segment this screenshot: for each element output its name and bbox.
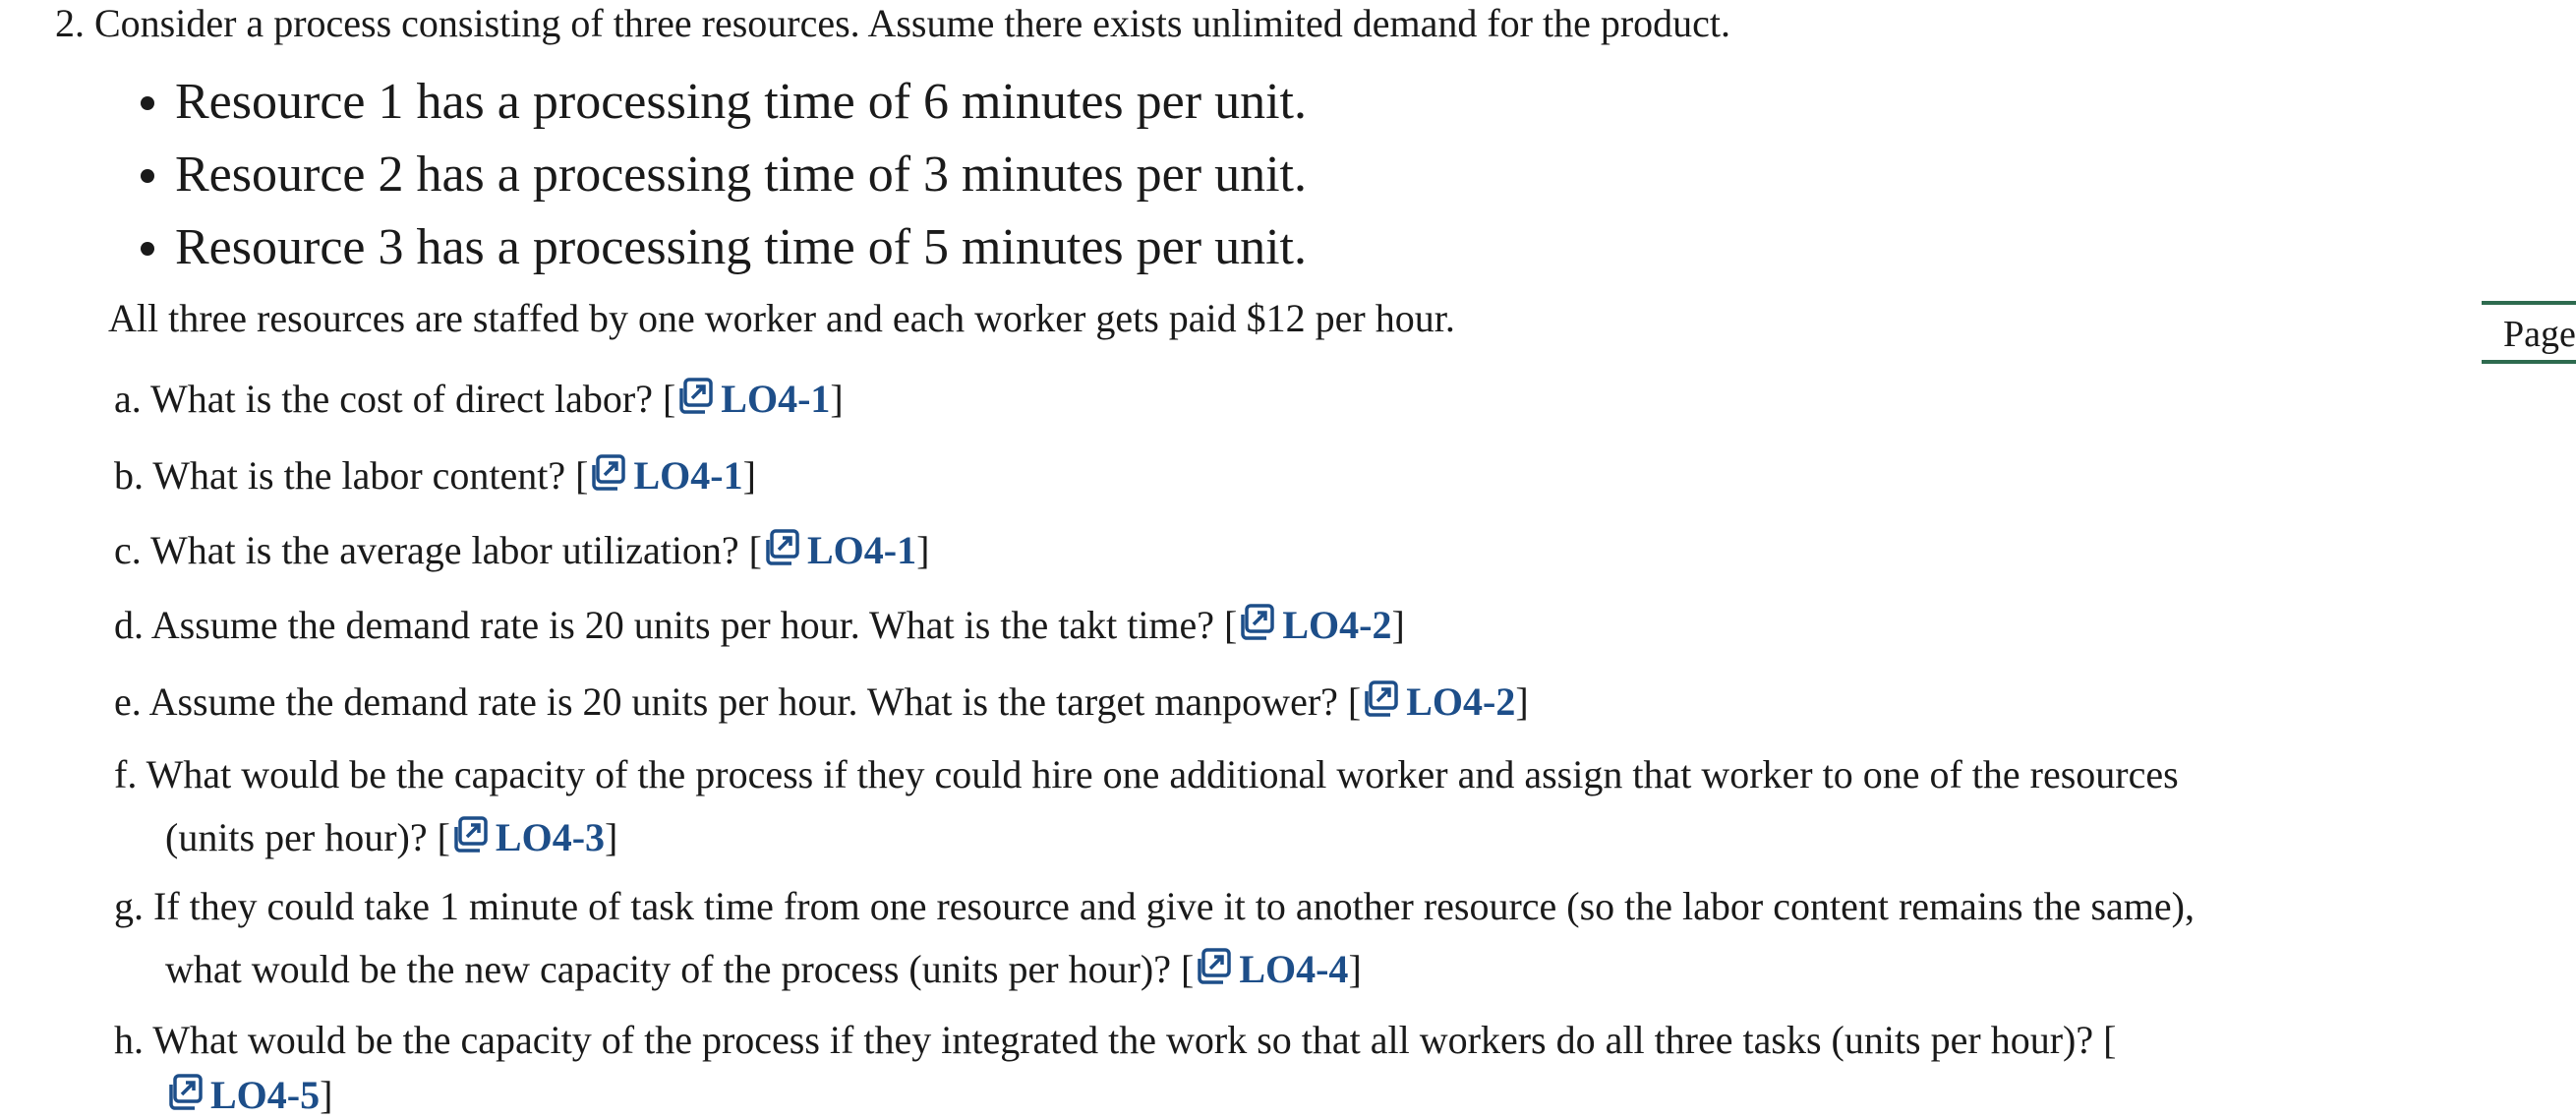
bracket-close: ] xyxy=(742,453,756,498)
external-link-icon xyxy=(450,815,490,854)
page-marker xyxy=(2482,301,2576,364)
bracket-close: ] xyxy=(605,815,618,859)
question-c xyxy=(114,527,929,574)
lo-link-g[interactable] xyxy=(1194,947,1348,991)
lo-link-label: LO4-5 xyxy=(210,1073,321,1117)
question-text: What would be the capacity of the process if they integrated the work so that all workers do all three tasks (units per hour)? [ xyxy=(152,1018,2117,1062)
question-text: What is the labor content? [ xyxy=(152,453,589,498)
lo-link-label: LO4-1 xyxy=(721,377,831,421)
external-link-icon xyxy=(165,1073,205,1112)
bracket-close: ] xyxy=(320,1073,333,1117)
external-link-icon xyxy=(675,377,715,416)
question-e xyxy=(114,678,1529,726)
bracket-close: ] xyxy=(830,377,844,421)
question-letter: g. xyxy=(114,884,144,928)
bullet-dot xyxy=(141,169,154,183)
question-text-continued: (units per hour)? [ xyxy=(165,815,450,859)
problem-number: 2. xyxy=(55,1,85,45)
bracket-close: ] xyxy=(1515,679,1529,724)
lo-link-a[interactable] xyxy=(675,377,830,421)
question-text: What is the average labor utilization? [ xyxy=(150,528,762,572)
question-g-continued xyxy=(165,946,1362,993)
question-text: What would be the capacity of the process if they could hire one additional worker and assign that worker to one of the resources xyxy=(146,752,2179,796)
question-letter: h. xyxy=(114,1018,144,1062)
bullet-dot xyxy=(141,96,154,110)
bracket-close: ] xyxy=(916,528,930,572)
external-link-icon xyxy=(1194,947,1233,986)
bracket-close: ] xyxy=(1348,947,1362,991)
question-text: If they could take 1 minute of task time from one resource and give it to another resource (so the labor content remains the same), xyxy=(153,884,2195,928)
question-g xyxy=(114,883,2195,930)
page-marker-label: Page xyxy=(2503,314,2576,355)
lo-link-d[interactable] xyxy=(1237,603,1391,647)
external-link-icon xyxy=(588,453,627,493)
bracket-close: ] xyxy=(1391,603,1405,647)
lo-link-h[interactable] xyxy=(165,1073,320,1117)
problem-intro-text: Consider a process consisting of three resources. Assume there exists unlimited demand for the product. xyxy=(94,1,1731,45)
question-letter: e. xyxy=(114,679,142,724)
question-b xyxy=(114,452,756,500)
problem-intro xyxy=(55,0,1730,47)
question-letter: b. xyxy=(114,453,144,498)
question-letter: c. xyxy=(114,528,142,572)
question-letter: d. xyxy=(114,603,144,647)
external-link-icon xyxy=(762,528,801,567)
bullet-dot xyxy=(141,242,154,256)
question-d xyxy=(114,602,1405,649)
lo-link-label: LO4-2 xyxy=(1282,603,1392,647)
lo-link-label: LO4-2 xyxy=(1406,679,1516,724)
question-f xyxy=(114,751,2179,798)
bullet-resource-3: Resource 3 has a processing time of 5 minutes per unit. xyxy=(175,219,1307,275)
question-letter: a. xyxy=(114,377,142,421)
bullet-resource-2: Resource 2 has a processing time of 3 minutes per unit. xyxy=(175,147,1307,203)
bullet-resource-1: Resource 1 has a processing time of 6 minutes per unit. xyxy=(175,74,1307,130)
lo-link-e[interactable] xyxy=(1361,679,1515,724)
lo-link-label: LO4-3 xyxy=(495,815,606,859)
lo-link-label: LO4-1 xyxy=(807,528,917,572)
question-text: Assume the demand rate is 20 units per hour. What is the takt time? [ xyxy=(150,603,1238,647)
lo-link-f[interactable] xyxy=(450,815,605,859)
question-h xyxy=(114,1017,2116,1064)
question-text: Assume the demand rate is 20 units per hour. What is the target manpower? [ xyxy=(148,679,1362,724)
external-link-icon xyxy=(1361,679,1400,719)
question-h-continued xyxy=(165,1072,332,1119)
question-a xyxy=(114,376,844,423)
staffing-statement: All three resources are staffed by one worker and each worker gets paid $12 per hour. xyxy=(108,296,1455,340)
external-link-icon xyxy=(1237,603,1276,642)
lo-link-c[interactable] xyxy=(762,528,916,572)
question-text-continued: what would be the new capacity of the process (units per hour)? [ xyxy=(165,947,1195,991)
question-letter: f. xyxy=(114,752,138,796)
question-text: What is the cost of direct labor? [ xyxy=(150,377,676,421)
question-f-continued xyxy=(165,814,617,861)
lo-link-label: LO4-1 xyxy=(633,453,743,498)
lo-link-label: LO4-4 xyxy=(1239,947,1349,991)
lo-link-b[interactable] xyxy=(588,453,742,498)
